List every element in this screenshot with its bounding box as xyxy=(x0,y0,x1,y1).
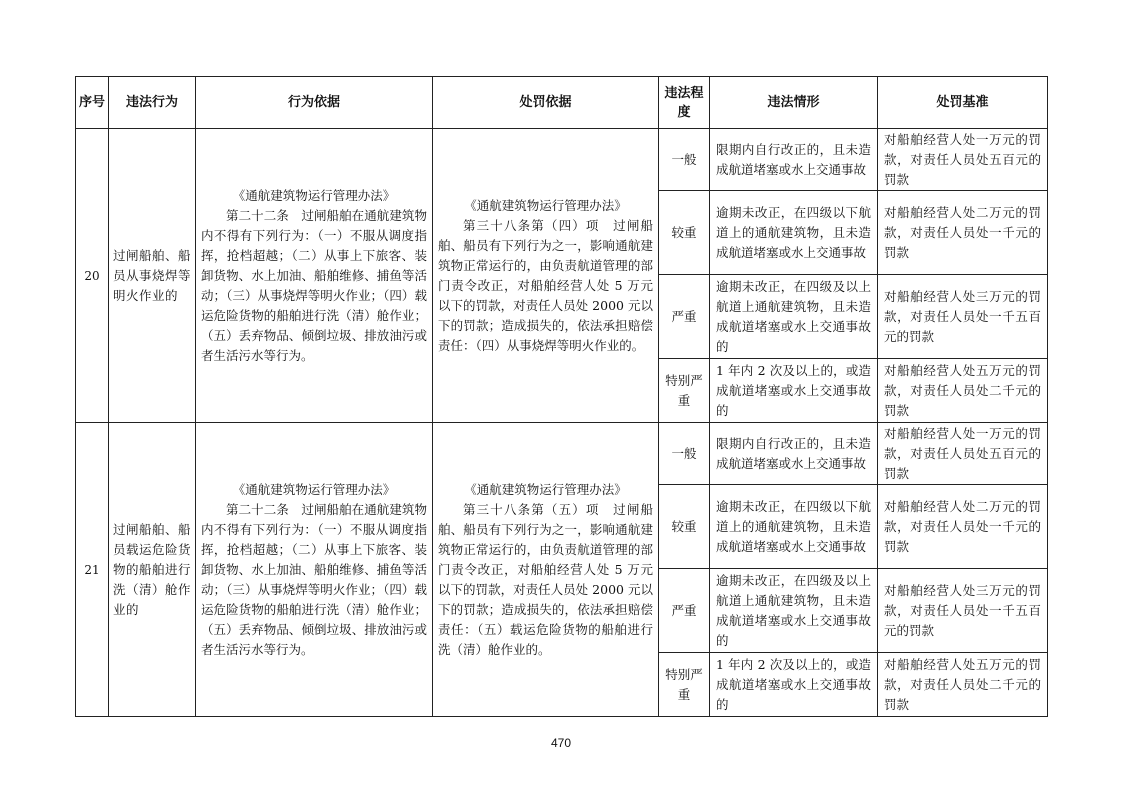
situation: 逾期未改正，在四级及以上航道上通航建筑物，且未造成航道堵塞或水上交通事故的 xyxy=(710,275,878,359)
penalty-standard: 对船舶经营人处二万元的罚款，对责任人员处一千元的罚款 xyxy=(878,485,1048,569)
table-row xyxy=(76,423,1048,485)
conduct-basis-text: 第二十二条 过闸船舶在通航建筑物内不得有下列行为：（一）不服从调度指挥，抢档超越；（二）从事上下旅客、装卸货物、水上加油、船舶维修、捕鱼等活动；（三）从事烧焊等明火作业；（四）载运危险货物的船舶进行洗（清）舱作业；（五）丢弃物品、倾倒垃圾、排放油污或者生活污水等行为。 xyxy=(201,501,427,657)
penalty-standard: 对船舶经营人处二万元的罚款，对责任人员处一千元的罚款 xyxy=(878,191,1048,275)
conduct-basis-text: 第二十二条 过闸船舶在通航建筑物内不得有下列行为：（一）不服从调度指挥，抢档超越；（二）从事上下旅客、装卸货物、水上加油、船舶维修、捕鱼等活动；（三）从事烧焊等明火作业；（四）载运危险货物的船舶进行洗（清）舱作业；（五）丢弃物品、倾倒垃圾、排放油污或者生活污水等行为。 xyxy=(201,207,427,363)
penalty-basis-text: 第三十八条第（四）项 过闸船舶、船员有下列行为之一，影响通航建筑物正常运行的，由负责航道管理的部门责令改正，对船舶经营人处 5 万元以下的罚款，对责任人员处 2000 元以下的罚款；造成损失的，依法承担赔偿责任：（四）从事烧焊等明火作业的。 xyxy=(438,217,653,353)
penalty-standard: 对船舶经营人处五万元的罚款，对责任人员处二千元的罚款 xyxy=(878,359,1048,423)
degree: 较重 xyxy=(659,485,710,569)
violation-act: 过闸船舶、船员载运危险货物的船舶进行洗（清）舱作业的 xyxy=(109,423,196,717)
table-row xyxy=(76,129,1048,191)
situation: 限期内自行改正的，且未造成航道堵塞或水上交通事故 xyxy=(710,129,878,191)
penalty-basis xyxy=(433,423,659,717)
penalty-standard: 对船舶经营人处五万元的罚款，对责任人员处二千元的罚款 xyxy=(878,653,1048,717)
page-number: 470 xyxy=(550,736,572,750)
degree: 严重 xyxy=(659,569,710,653)
violation-act: 过闸船舶、船员从事烧焊等明火作业的 xyxy=(109,129,196,423)
degree: 特别严重 xyxy=(659,359,710,423)
conduct-basis xyxy=(196,129,433,423)
header-basis: 行为依据 xyxy=(196,77,433,129)
situation: 限期内自行改正的，且未造成航道堵塞或水上交通事故 xyxy=(710,423,878,485)
degree: 较重 xyxy=(659,191,710,275)
degree: 严重 xyxy=(659,275,710,359)
header-row xyxy=(76,77,1048,129)
record-number: 20 xyxy=(76,129,109,423)
conduct-basis xyxy=(196,423,433,717)
penalty-basis-law: 《通航建筑物运行管理办法》 xyxy=(464,197,627,213)
header-degree: 违法程度 xyxy=(659,77,710,129)
record-number: 21 xyxy=(76,423,109,717)
penalty-standard: 对船舶经营人处一万元的罚款，对责任人员处五百元的罚款 xyxy=(878,129,1048,191)
header-act: 违法行为 xyxy=(109,77,196,129)
degree: 特别严重 xyxy=(659,653,710,717)
degree: 一般 xyxy=(659,129,710,191)
header-penalty-basis: 处罚依据 xyxy=(433,77,659,129)
penalty-basis xyxy=(433,129,659,423)
header-no: 序号 xyxy=(76,77,109,129)
situation: 逾期未改正，在四级及以上航道上通航建筑物，且未造成航道堵塞或水上交通事故的 xyxy=(710,569,878,653)
penalty-standard: 对船舶经营人处三万元的罚款，对责任人员处一千五百元的罚款 xyxy=(878,569,1048,653)
penalty-table xyxy=(75,76,1048,717)
penalty-standard: 对船舶经营人处三万元的罚款，对责任人员处一千五百元的罚款 xyxy=(878,275,1048,359)
penalty-basis-text: 第三十八条第（五）项 过闸船舶、船员有下列行为之一，影响通航建筑物正常运行的，由负责航道管理的部门责令改正，对船舶经营人处 5 万元以下的罚款，对责任人员处 2000 元以下的罚款；造成损失的，依法承担赔偿责任：（五）载运危险货物的船舶进行洗（清）舱作业的。 xyxy=(438,501,653,657)
situation: 逾期未改正，在四级以下航道上的通航建筑物，且未造成航道堵塞或水上交通事故 xyxy=(710,485,878,569)
header-standard: 处罚基准 xyxy=(878,77,1048,129)
header-situation: 违法情形 xyxy=(710,77,878,129)
situation: 逾期未改正，在四级以下航道上的通航建筑物，且未造成航道堵塞或水上交通事故 xyxy=(710,191,878,275)
conduct-basis-law: 《通航建筑物运行管理办法》 xyxy=(232,187,396,203)
situation: 1 年内 2 次及以上的，或造成航道堵塞或水上交通事故的 xyxy=(710,653,878,717)
degree: 一般 xyxy=(659,423,710,485)
situation: 1 年内 2 次及以上的，或造成航道堵塞或水上交通事故的 xyxy=(710,359,878,423)
penalty-basis-law: 《通航建筑物运行管理办法》 xyxy=(464,481,627,497)
conduct-basis-law: 《通航建筑物运行管理办法》 xyxy=(232,481,396,497)
penalty-standard: 对船舶经营人处一万元的罚款，对责任人员处五百元的罚款 xyxy=(878,423,1048,485)
